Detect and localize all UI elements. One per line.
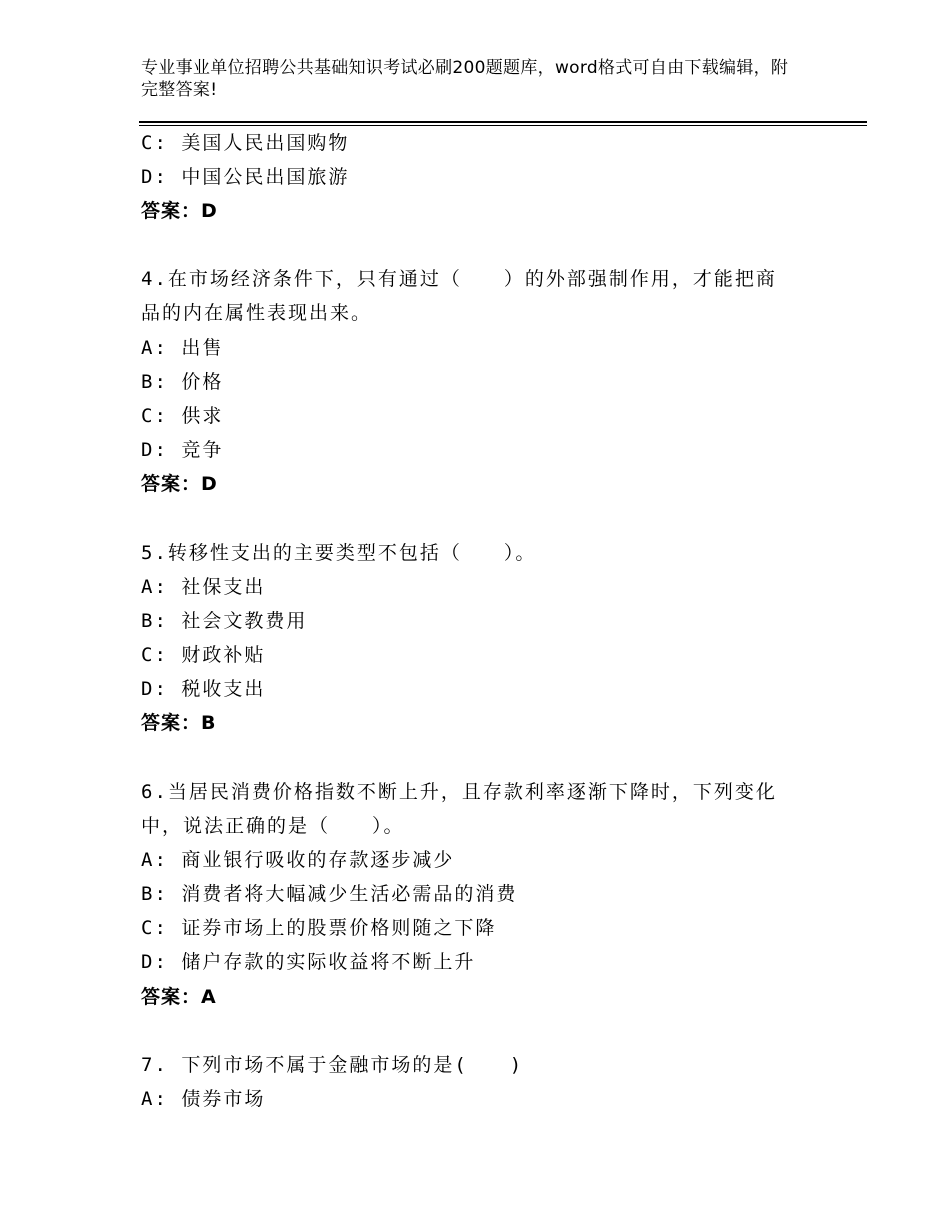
q6-stem-line-1: 6.当居民消费价格指数不断上升，且存款利率逐渐下降时，下列变化 — [141, 781, 777, 803]
q6-option-b: B: 消费者将大幅减少生活必需品的消费 — [141, 883, 518, 905]
q4-option-b: B: 价格 — [141, 371, 224, 393]
q4-answer: 答案：D — [141, 473, 218, 495]
page-header: 专业事业单位招聘公共基础知识考试必刷200题题库，word格式可自由下载编辑，附完整答案! — [141, 58, 789, 100]
q7-stem: 7. 下列市场不属于金融市场的是( ) — [141, 1054, 524, 1076]
q5-option-c: C: 财政补贴 — [141, 644, 266, 666]
q5-stem: 5.转移性支出的主要类型不包括（ ）。 — [141, 542, 537, 564]
q4-stem-line-1: 4.在市场经济条件下，只有通过（ ）的外部强制作用，才能把商 — [141, 268, 777, 290]
q3-option-d: D: 中国公民出国旅游 — [141, 166, 350, 188]
q6-option-c: C: 证券市场上的股票价格则随之下降 — [141, 917, 497, 939]
q4-option-a: A: 出售 — [141, 337, 224, 359]
q4-option-c: C: 供求 — [141, 405, 224, 427]
q7-option-a: A: 债券市场 — [141, 1088, 266, 1110]
q4-option-d: D: 竞争 — [141, 439, 224, 461]
q5-option-a: A: 社保支出 — [141, 576, 266, 598]
q6-option-a: A: 商业银行吸收的存款逐步减少 — [141, 849, 455, 871]
q6-option-d: D: 储户存款的实际收益将不断上升 — [141, 951, 476, 973]
header-divider — [139, 121, 867, 123]
header-divider-thin — [139, 125, 867, 126]
q5-option-d: D: 税收支出 — [141, 678, 266, 700]
q5-answer: 答案：B — [141, 712, 217, 734]
q5-option-b: B: 社会文教费用 — [141, 610, 308, 632]
q4-stem-line-2: 品的内在属性表现出来。 — [141, 302, 373, 324]
q3-option-c: C: 美国人民出国购物 — [141, 132, 350, 154]
q6-stem-line-2: 中，说法正确的是（ ）。 — [141, 815, 405, 837]
q6-answer: 答案：A — [141, 986, 217, 1008]
q3-answer: 答案：D — [141, 200, 218, 222]
